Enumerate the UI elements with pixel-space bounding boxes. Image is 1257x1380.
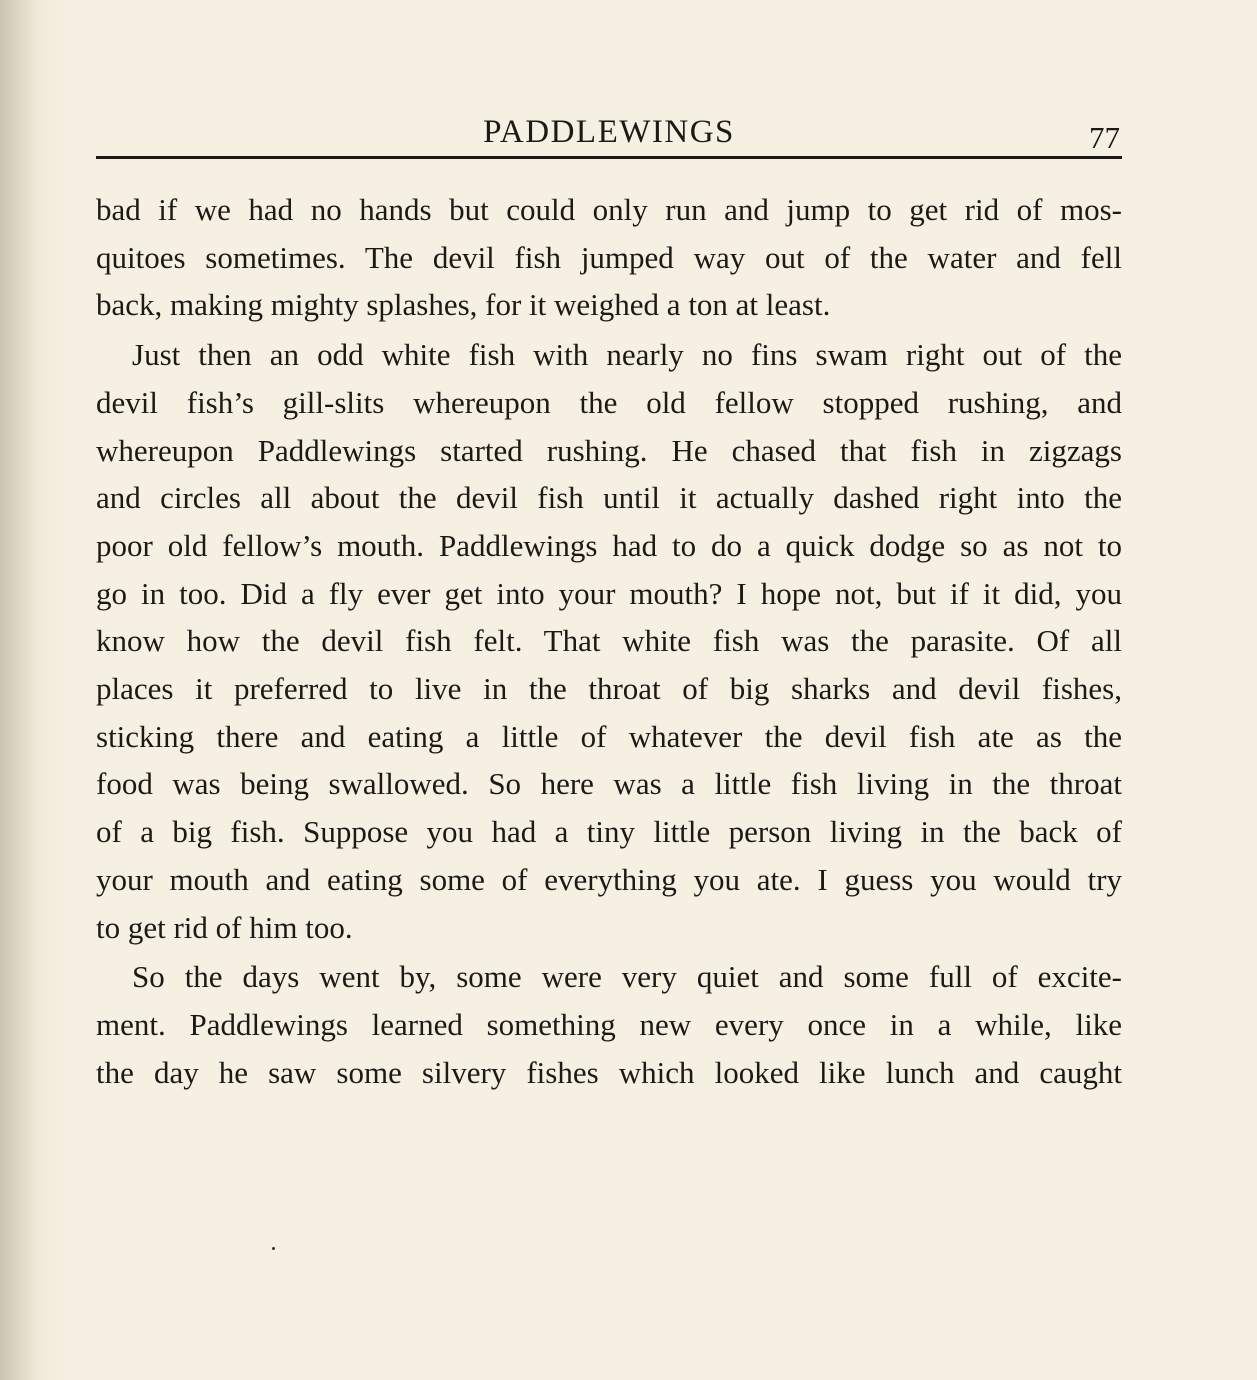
text-line: back, making mighty splashes, for it weighed a ton at least. xyxy=(96,287,831,323)
text-line: your mouth and eating some of everything you ate. I guess you would try xyxy=(96,861,1122,897)
text-line: ment. Paddlewings learned something new every once in a while, like xyxy=(96,1006,1122,1042)
running-title: PADDLEWINGS xyxy=(483,114,735,150)
text-line: bad if we had no hands but could only run and jump to get rid of mos- xyxy=(96,192,1122,227)
text-line: know how the devil fish felt. That white fish was the parasite. Of all xyxy=(96,623,1122,659)
paragraph-2 xyxy=(96,331,1122,951)
text-line: go in too. Did a fly ever get into your mouth? I hope not, but if it did, you xyxy=(96,575,1122,611)
text-line: to get rid of him too. xyxy=(96,909,353,945)
page-number: 77 xyxy=(1089,120,1120,155)
text-line: of a big fish. Suppose you had a tiny little person living in the back of xyxy=(96,814,1122,850)
paragraph-3 xyxy=(96,953,1122,1096)
page-header xyxy=(96,108,1122,159)
text-line: Just then an odd white fish with nearly no fins swam right out of the xyxy=(132,337,1122,373)
text-line: whereupon Paddlewings started rushing. He chased that fish in zigzags xyxy=(96,432,1122,468)
text-line: places it preferred to live in the throat of big sharks and devil fishes, xyxy=(96,671,1122,707)
binding-shadow xyxy=(0,0,70,1380)
text-line: sticking there and eating a little of whatever the devil fish ate as the xyxy=(96,718,1122,754)
text-line: quitoes sometimes. The devil fish jumped way out of the water and fell xyxy=(96,239,1122,275)
text-line: food was being swallowed. So here was a little fish living in the throat xyxy=(96,766,1122,802)
paragraph-1 xyxy=(96,186,1122,329)
text-line: devil fish’s gill-slits whereupon the old fellow stopped rushing, and xyxy=(96,384,1122,420)
text-line: the day he saw some silvery fishes which looked like lunch and caught xyxy=(96,1054,1122,1090)
text-line: So the days went by, some were very quiet and some full of excite- xyxy=(132,959,1122,995)
text-line: poor old fellow’s mouth. Paddlewings had to do a quick dodge so as not to xyxy=(96,527,1122,563)
paper-speck xyxy=(272,1247,275,1250)
text-line: and circles all about the devil fish until it actually dashed right into the xyxy=(96,480,1122,516)
page-body xyxy=(96,186,1122,1098)
